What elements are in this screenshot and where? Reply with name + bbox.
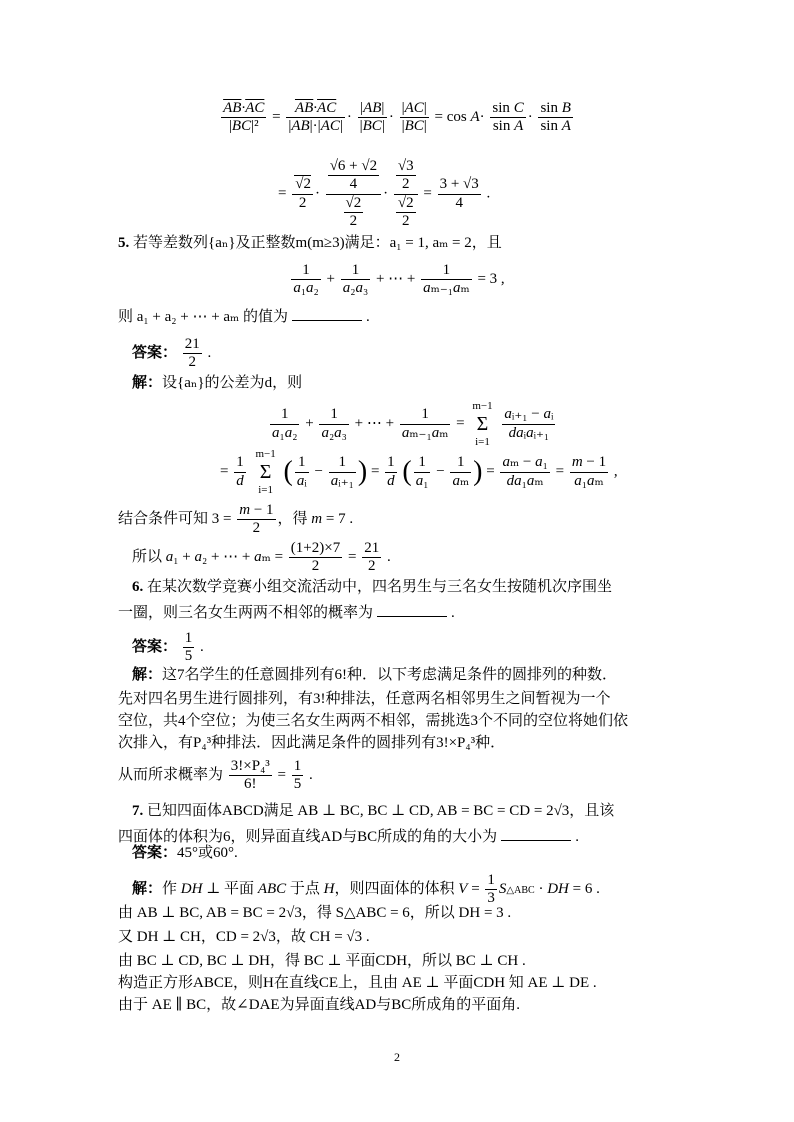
q7-solution-4: 由 BC ⊥ CD, BC ⊥ DH，得 BC ⊥ 平面CDH，所以 BC ⊥ CH . (118, 953, 526, 969)
q5-solution-5: 所以 a₁ + a₂ + ⋯ + aₘ = $\frac{(1+2)\times 7}{2}$ = $\frac{21}{2}$ . (132, 540, 391, 575)
q6-answer: 答案： $\frac{1}{5}$ . (132, 630, 204, 665)
q5-solution-3: = $\frac{1}{d}$ m−1 Σ i=1 ( $\frac{1}{\text{aᵢ}}$ − $\frac{1}{\text{aᵢ₊₁}}$ ) = $\frac{1}{d}$ ( $\frac{1}{\text{a₁}}$ − $\frac{1}{\text{aₘ}}$ ) = $\frac{\text{aₘ − a₁}}{\text{da₁aₘ}}$ = $\frac{m - 1}{\text{a₁aₘ}}$ , (220, 448, 618, 496)
q5-number: 5. (118, 235, 130, 251)
q7-answer: 答案：45°或60°. (132, 845, 238, 861)
formula-line-2: = $\frac{√2}{2}$ · $\frac{\frac{√6 + √2}{4}}{\frac{√2}{2}}$ · $\frac{\frac{√3}{2}}{\frac{√2}{2}}$ = $\frac{3 + √3}{4}$ . (278, 158, 491, 229)
q7-answer-blank (501, 826, 571, 841)
q6-solution-1: 解：这7名学生的任意圆排列有6!种．以下考虑满足条件的圆排列的种数． (132, 667, 618, 683)
q5-ask: 则 a₁ + a₂ + ⋯ + aₘ 的值为 . (118, 306, 370, 325)
q6-solution-2: 先对四名男生进行圆排列，有3!种排法，任意两名相邻男生之间暂视为一个 (118, 691, 611, 707)
page-number: 2 (394, 1050, 400, 1064)
q7-solution-3: 又 DH ⊥ CH，CD = 2√3，故 CH = √3 . (118, 929, 370, 945)
q5-stem: 5. 若等差数列{aₙ}及正整数m(m≥3)满足：a₁ = 1, aₘ = 2，且 (118, 235, 502, 251)
q6-solution-5: 从而所求概率为 $\frac{\text{3!×P₄³}}{6!}$ = $\frac{1}{5}$ . (118, 758, 313, 793)
q6-stem-2: 一圈，则三名女生两两不相邻的概率为 . (118, 602, 455, 621)
q5-solution-2: $\frac{1}{\text{a₁a₂}}$ + $\frac{1}{\text{a₂a₃}}$ + ⋯ + $\frac{1}{\text{aₘ₋₁aₘ}}$ = m−1 Σ i=1 $\frac{\text{aᵢ₊₁ − aᵢ}}{\text{daᵢaᵢ₊₁}}$ (272, 400, 554, 448)
q7-solution-5: 构造正方形ABCE，则H在直线CE上，且由 AE ⊥ 平面CDH 知 AE ⊥ DE . (118, 975, 597, 991)
q7-solution-6: 由于 AE ∥ BC，故∠DAE为异面直线AD与BC所成角的平面角. (118, 997, 521, 1013)
q5-solution-4: 结合条件可知 3 = $\frac{m - 1}{2}$ ，得 m = 7 . (118, 502, 354, 537)
q7-stem-1: 7. 已知四面体ABCD满足 AB ⊥ BC, BC ⊥ CD, AB = BC = CD = 2√3，且该 (132, 803, 615, 819)
q7-solution-2: 由 AB ⊥ BC, AB = BC = 2√3，得 S△ABC = 6，所以 DH = 3 . (118, 905, 512, 921)
q5-answer: 答案： $\frac{21}{2}$ . (132, 336, 212, 371)
q7-solution-1: 解：作 DH ⊥ 平面 ABC 于点 H，则四面体的体积 V = $\frac{1}{3}$ S△ABC · DH = 6 . (132, 872, 600, 907)
q6-solution-3: 空位，共4个空位；为使三名女生两两不相邻，需挑选3个不同的空位将她们依 (118, 713, 629, 729)
q6-answer-blank (377, 602, 447, 617)
q6-stem-1: 6. 在某次数学竞赛小组交流活动中，四名男生与三名女生按随机次序围坐 (132, 579, 613, 595)
q5-condition: $\frac{1}{\text{a₁a₂}}$ + $\frac{1}{\text{a₂a₃}}$ + ⋯ + $\frac{1}{\text{aₘ₋₁aₘ}}$ = 3 , (293, 262, 505, 297)
q6-solution-4: 次排入，有P₄³种排法．因此满足条件的圆排列有3!×P₄³种． (118, 735, 506, 751)
q5-answer-blank (292, 306, 362, 321)
formula-line-1: $\frac{\overline{AB}\cdot\overline{AC}}{\text{|BC|²}}$ = $\frac{\overline{AB}\cdot\overline{AC}}{|AB|\cdot|AC|}$ · $\frac{|AB|}{|BC|}$ · $\frac{|AC|}{|BC|}$ = cos A· $\frac{\text{sin C}}{\text{sin A}}$ · $\frac{\text{sin B}}{\text{sin A}}$ (223, 100, 571, 135)
q5-solution-1: 解：设{aₙ}的公差为d，则 (132, 375, 303, 391)
q7-stem-2: 四面体的体积为6，则异面直线AD与BC所成的角的大小为 . (118, 826, 579, 845)
